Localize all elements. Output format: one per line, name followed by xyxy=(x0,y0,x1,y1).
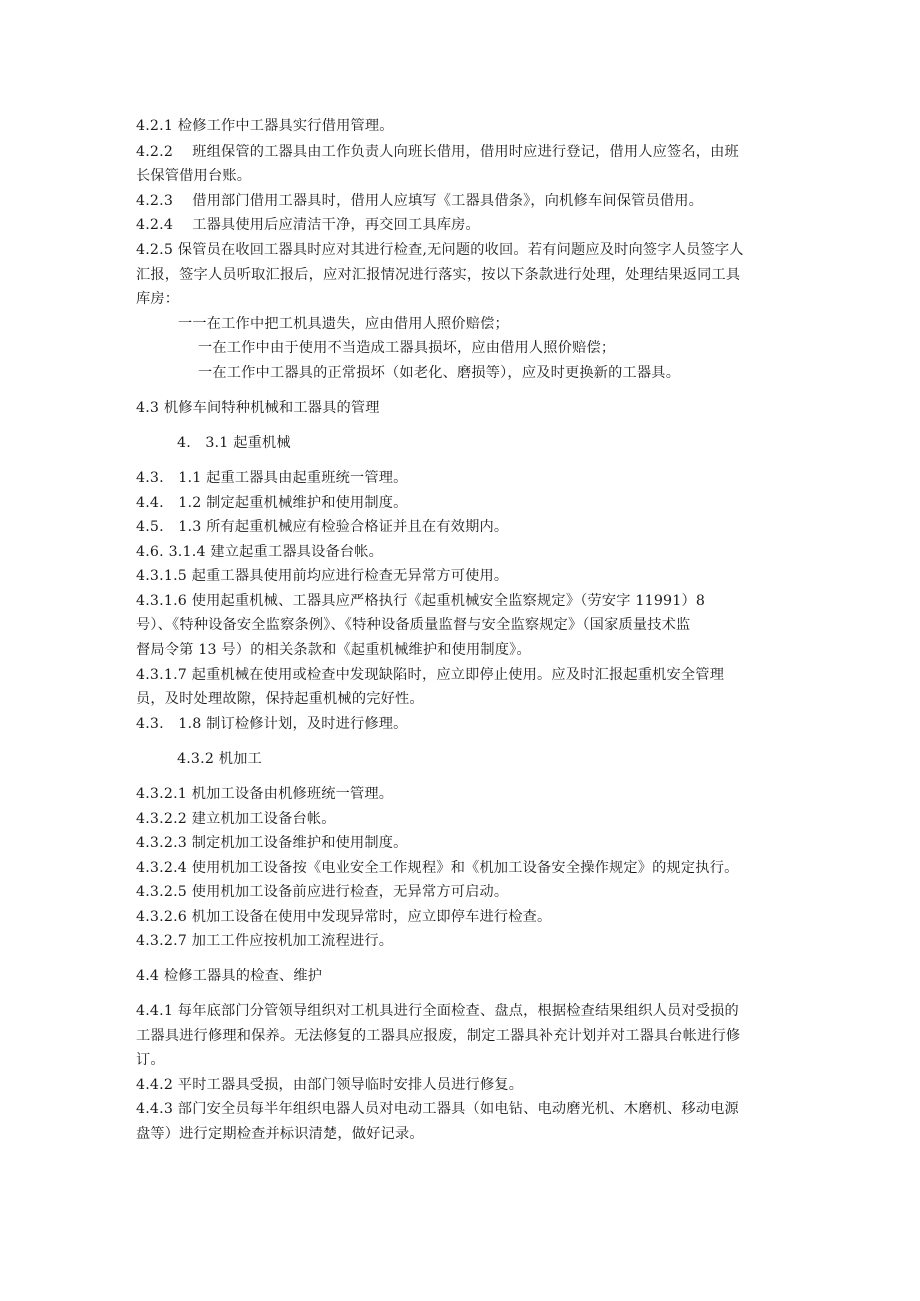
text-line: 4.3.2.2 建立机加工设备台帐。 xyxy=(136,811,336,827)
text-line: 4.4.3 部门安全员每半年组织电器人员对电动工器具（如电钻、电动磨光机、木磨机、移动电源 xyxy=(136,1101,739,1117)
text-line: 4.3.2.4 使用机加工设备按《电业安全工作规程》和《机加工设备安全操作规定》的规定执行。 xyxy=(136,860,739,876)
text-line: 4.4. 1.2 制定起重机械维护和使用制度。 xyxy=(136,495,408,511)
text-line: 4.5. 1.3 所有起重机械应有检验合格证并且在有效期内。 xyxy=(136,519,509,535)
text-line: 4.3.1.6 使用起重机械、工器具应严格执行《起重机械安全监察规定》（劳安字 11991）8 xyxy=(136,593,706,609)
text-line: 4.2.1 检修工作中工器具实行借用管理。 xyxy=(136,118,394,134)
text-line: 长保管借用台账。 xyxy=(136,168,252,184)
text-line: 4.3.1.5 起重工器具使用前均应进行检查无异常方可使用。 xyxy=(136,568,509,584)
text-line: 4.4.2 平时工器具受损，由部门领导临时安排人员进行修复。 xyxy=(136,1077,524,1093)
text-line: 盘等）进行定期检查并标识清楚，做好记录。 xyxy=(136,1126,424,1142)
text-line: 4.3.2.5 使用机加工设备前应进行检查，无异常方可启动。 xyxy=(136,884,509,900)
text-line: 4.3.2.1 机加工设备由机修班统一管理。 xyxy=(136,786,394,802)
subsection-heading: 4.3.2 机加工 xyxy=(177,751,262,767)
text-line: 4.3.1.7 起重机械在使用或检查中发现缺陷时，应立即停止使用。应及时汇报起重机安全管理 xyxy=(136,667,725,683)
subsection-heading: 4. 3.1 起重机械 xyxy=(177,435,291,451)
text-line: 4.3.2.3 制定机加工设备维护和使用制度。 xyxy=(136,835,408,851)
text-line: 汇报，签字人员听取汇报后，应对汇报情况进行落实，按以下条款进行处理，处理结果返同工具 xyxy=(136,267,741,283)
text-line: 号）、《特种设备安全监察条例》、《特种设备质量监督与安全监察规定》（国家质量技术监 xyxy=(136,617,691,633)
text-line: 订。 xyxy=(136,1052,165,1068)
text-line: 4.6. 3.1.4 建立起重工器具设备台帐。 xyxy=(136,544,384,560)
text-line: 4.2.3 借用部门借用工器具时，借用人应填写《工器具借条》，向机修车间保管员借用。 xyxy=(136,193,704,209)
text-line: 4.3. 1.8 制订检修计划，及时进行修理。 xyxy=(136,716,408,732)
text-line: 一在工作中由于使用不当造成工器具损坏，应由借用人照价赔偿； xyxy=(198,340,616,356)
text-line: 督局令第 13 号）的相关条款和《起重机械维护和使用制度》。 xyxy=(136,642,531,658)
text-line: 4.2.2 班组保管的工器具由工作负责人向班长借用，借用时应进行登记，借用人应签名，由班 xyxy=(136,144,739,160)
section-heading: 4.3 机修车间特种机械和工器具的管理 xyxy=(136,400,380,416)
text-line: 工器具进行修理和保养。无法修复的工器具应报废，制定工器具补充计划并对工器具台帐进行修 xyxy=(136,1028,741,1044)
text-line: 4.2.4 工器具使用后应清洁干净，再交回工具库房。 xyxy=(136,217,480,233)
text-line: 4.3.2.6 机加工设备在使用中发现异常时，应立即停车进行检查。 xyxy=(136,909,552,925)
section-heading: 4.4 检修工器具的检查、维护 xyxy=(136,968,323,984)
text-line: 一在工作中工器具的正常损坏（如老化、磨损等），应及时更换新的工器具。 xyxy=(198,365,681,381)
text-line: 4.3.2.7 加工工件应按机加工流程进行。 xyxy=(136,933,394,949)
text-line: 4.3. 1.1 起重工器具由起重班统一管理。 xyxy=(136,470,408,486)
text-line: 4.4.1 每年底部门分管领导组织对工机具进行全面检查、盘点，根据检查结果组织人员对受损的 xyxy=(136,1003,739,1019)
text-line: 库房： xyxy=(136,291,180,307)
text-line: 4.2.5 保管员在收回工器具时应对其进行检查,无问题的收回。若有问题应及时向签字人员签字人 xyxy=(136,242,744,258)
text-line: 一一在工作中把工机具遗失，应由借用人照价赔偿； xyxy=(178,316,509,332)
text-line: 员，及时处理故隙，保持起重机械的完好性。 xyxy=(136,691,424,707)
